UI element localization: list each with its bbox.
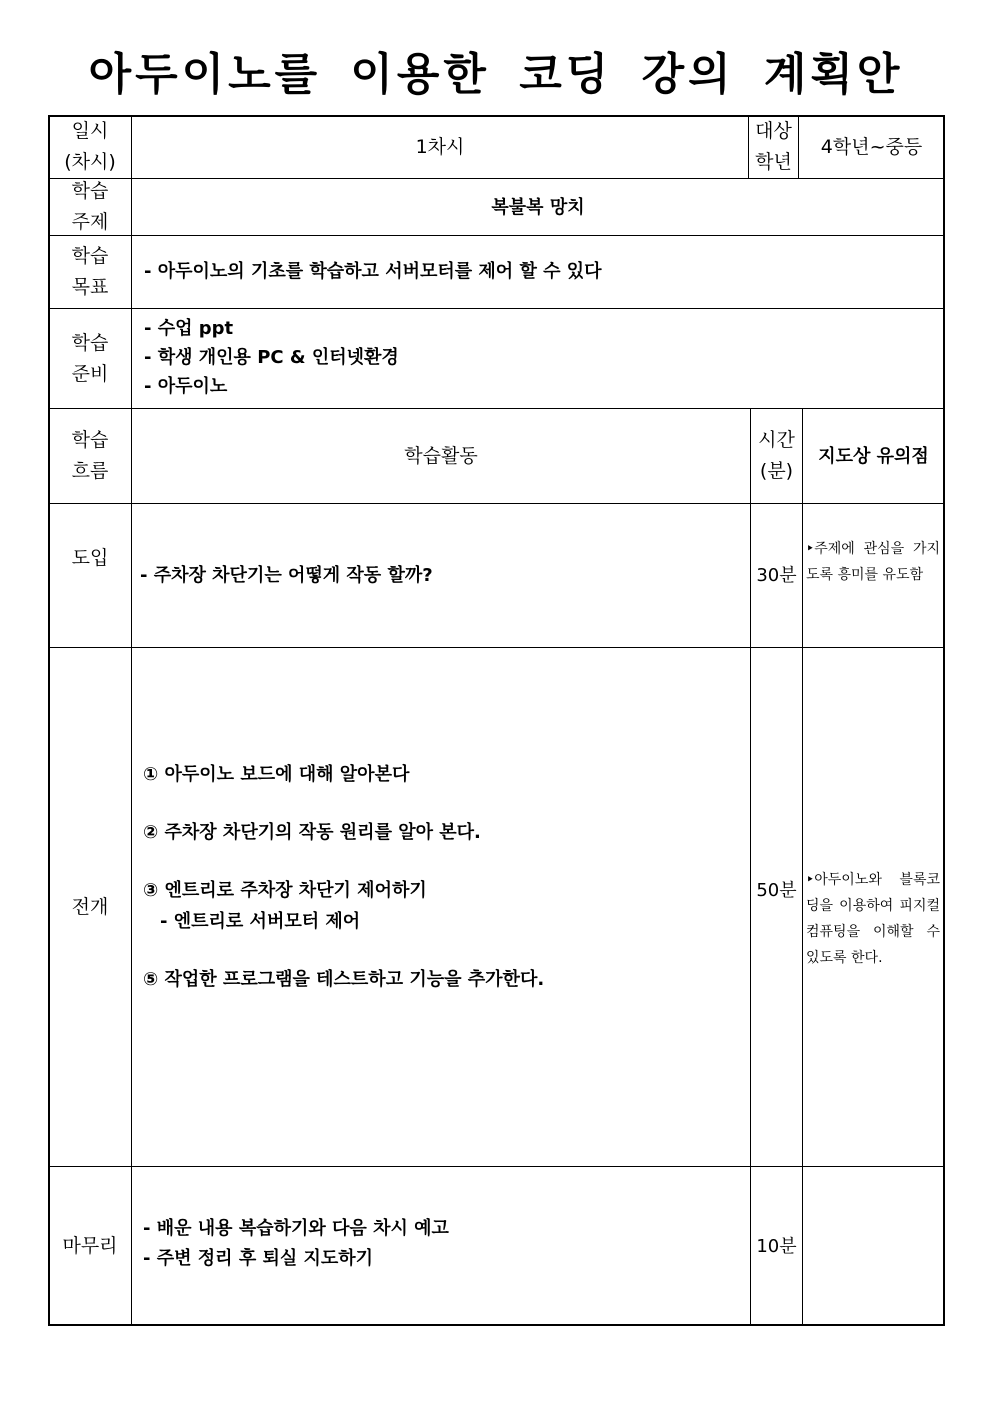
- develop-step: ② 주차장 차단기의 작동 원리를 알아 본다.: [143, 822, 481, 843]
- closing-item: - 배운 내용 복습하기와 다음 차시 예고: [143, 1218, 449, 1239]
- column-divider: [802, 408, 803, 1325]
- flow-label: 학습 흐름: [71, 429, 109, 482]
- prep-item: - 아두이노: [144, 376, 228, 397]
- develop-label: 전개: [71, 895, 109, 918]
- topic-label: 학습 주제: [71, 180, 109, 233]
- closing-label: 마무리: [62, 1234, 118, 1257]
- session-value: 1차시: [415, 135, 465, 158]
- row-divider: [49, 503, 944, 504]
- row-divider: [49, 308, 944, 309]
- develop-step: ③ 엔트리로 주차장 차단기 제어하기: [143, 880, 427, 901]
- develop-step: ⑤ 작업한 프로그램을 테스트하고 기능을 추가한다.: [143, 969, 545, 990]
- notes-header: 지도상 유의점: [818, 445, 929, 467]
- prep-label: 학습 준비: [71, 331, 109, 385]
- topic-value: 복불복 망치: [491, 196, 585, 218]
- document-title: 아두이노를 이용한 코딩 강의 계획안: [88, 49, 904, 100]
- closing-time: 10분: [756, 1235, 797, 1257]
- date-label: 일시 (차시): [64, 120, 116, 173]
- closing-item: - 주변 정리 후 퇴실 지도하기: [143, 1248, 374, 1269]
- intro-note: ‣주제에 관심을 가지도록 흥미를 유도함: [806, 541, 940, 583]
- intro-label: 도입: [71, 546, 109, 569]
- develop-note: ‣아두이노와 블록코딩을 이용하여 피지컬 컴퓨팅을 이해할 수 있도록 한다.: [806, 872, 940, 966]
- develop-substep: - 엔트리로 서버모터 제어: [160, 911, 361, 932]
- lesson-plan-table: [48, 115, 945, 1326]
- row-divider: [49, 1166, 944, 1167]
- goal-label: 학습 목표: [71, 245, 109, 298]
- time-header: 시간 (분): [758, 429, 795, 482]
- target-value: 4학년~중등: [820, 135, 923, 158]
- activity-header: 학습활동: [404, 444, 478, 467]
- intro-activity: - 주차장 차단기는 어떻게 작동 할까?: [140, 565, 433, 586]
- goal-value: - 아두이노의 기초를 학습하고 서버모터를 제어 할 수 있다: [144, 261, 602, 282]
- develop-time: 50분: [756, 879, 797, 901]
- prep-item: - 수업 ppt: [144, 318, 234, 339]
- intro-time: 30분: [756, 565, 797, 586]
- column-divider: [131, 116, 132, 1325]
- prep-item: - 학생 개인용 PC & 인터넷환경: [144, 347, 399, 368]
- develop-step: ① 아두이노 보드에 대해 알아본다: [143, 764, 410, 785]
- target-label: 대상 학년: [755, 120, 792, 173]
- row-divider: [49, 235, 944, 236]
- row-divider: [49, 647, 944, 648]
